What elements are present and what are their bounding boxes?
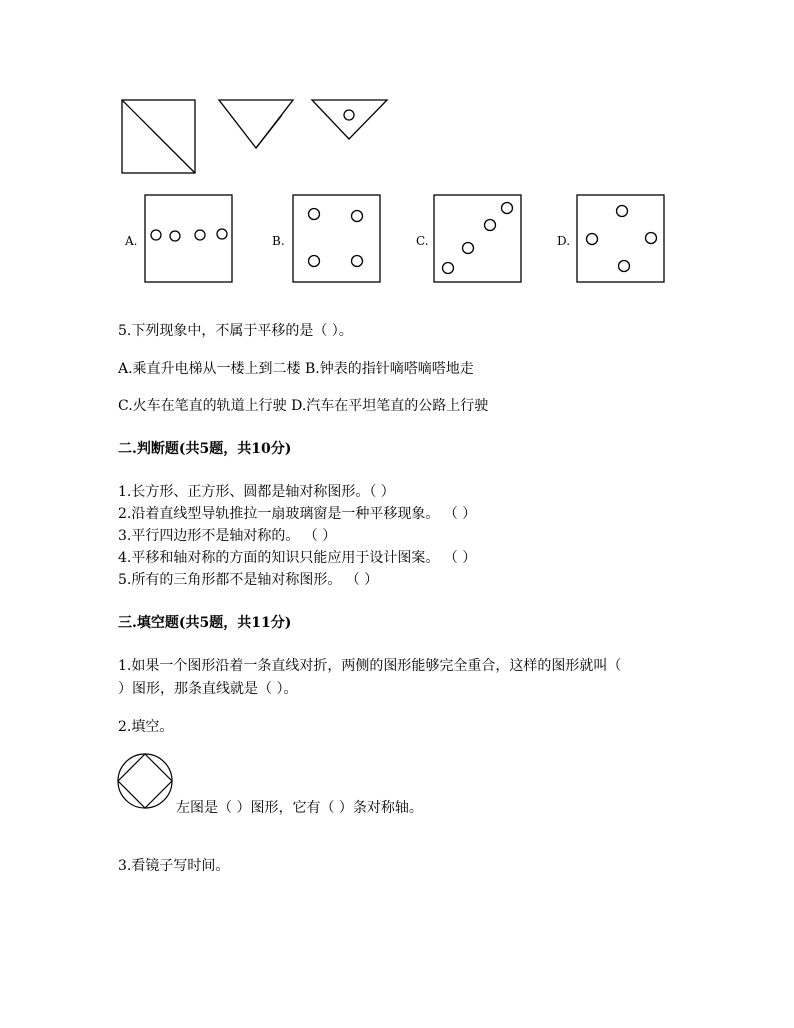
q5-options-cd: C.火车在笔直的轨道上行驶 D.汽车在平坦笔直的公路上行驶 [118, 398, 489, 414]
section2-title: 二.判断题(共5题，共10分) [118, 441, 292, 457]
q5-text: 5.下列现象中，不属于平移的是（ ）。 [118, 323, 353, 339]
option-b-label: B. [272, 234, 285, 248]
option-b-figure [293, 195, 380, 282]
option-c-label: C. [416, 234, 429, 248]
option-d-figure [577, 195, 664, 282]
section3-q2-title: 2.填空。 [118, 719, 174, 735]
section2-item-5: 5.所有的三角形都不是轴对称图形。 （ ） [118, 572, 379, 588]
section2-item-1: 1.长方形、正方形、圆都是轴对称图形。（ ） [118, 484, 395, 500]
option-a-label: A. [125, 234, 138, 248]
option-d-label: D. [557, 234, 571, 248]
section2-item-3: 3.平行四边形不是轴对称的。 （ ） [118, 528, 337, 544]
section3-q1-line2: ）图形，那条直线就是（ ）。 [118, 681, 298, 697]
option-figures [0, 0, 794, 300]
section2-item-4: 4.平移和轴对称的方面的知识只能应用于设计图案。 （ ） [118, 550, 477, 566]
option-c-figure [434, 195, 521, 282]
section2-item-2: 2.沿着直线型导轨推拉一扇玻璃窗是一种平移现象。 （ ） [118, 506, 477, 522]
q5-options-ab: A.乘直升电梯从一楼上到二楼 B.钟表的指针嘀嗒嘀嗒地走 [118, 361, 474, 377]
section3-q3-title: 3.看镜子写时间。 [118, 858, 230, 874]
section3-title: 三.填空题(共5题，共11分) [118, 615, 292, 631]
circle-square-figure [116, 752, 176, 812]
option-a-figure [145, 195, 232, 282]
section3-q2-text: 左图是（ ）图形，它有（ ）条对称轴。 [176, 800, 423, 816]
section3-q1-line1: 1.如果一个图形沿着一条直线对折，两侧的图形能够完全重合，这样的图形就叫（ [118, 658, 622, 674]
outer-circle [118, 754, 172, 808]
